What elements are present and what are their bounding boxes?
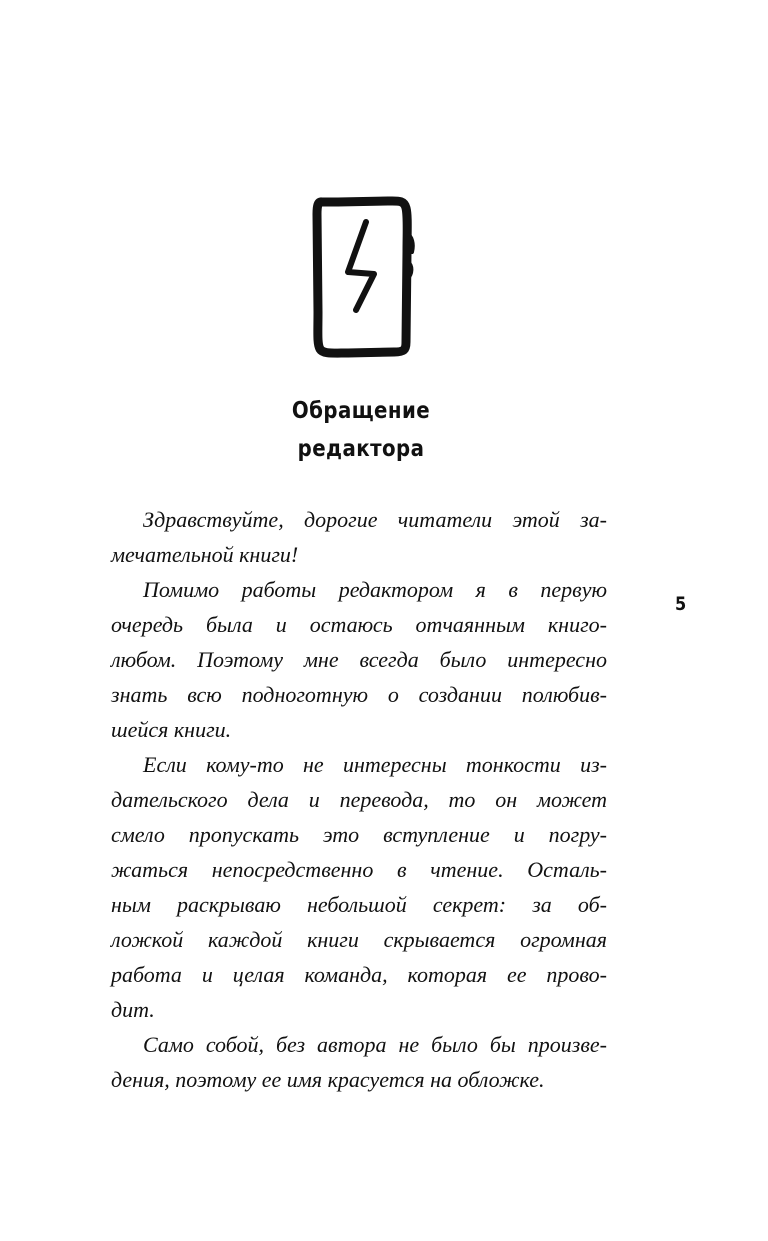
paragraph-4 xyxy=(111,1027,607,1097)
text-line: Если кому-то не интересны тонкости из- xyxy=(143,752,607,777)
text-line: смело пропускать это вступление и погру- xyxy=(111,822,607,847)
text-line: дения, поэтому ее имя красуется на обложке. xyxy=(111,1067,545,1092)
page-title xyxy=(51,392,672,468)
text-line: очередь была и остаюсь отчаянным книго- xyxy=(111,612,607,637)
text-line: ложкой каждой книги скрывается огромная xyxy=(111,927,607,952)
text-line: Помимо работы редактором я в первую xyxy=(143,577,607,602)
text-line: Здравствуйте, дорогие читатели этой за- xyxy=(143,507,607,532)
page-number: 5 xyxy=(674,593,687,615)
text-line: мечательной книги! xyxy=(111,542,299,567)
text-line: ным раскрываю небольшой секрет: за об- xyxy=(111,892,607,917)
text-line: любом. Поэтому мне всегда было интересно xyxy=(111,647,607,672)
text-line: работа и целая команда, которая ее прово- xyxy=(111,962,607,987)
body-text xyxy=(111,502,607,1097)
text-line: жаться непосредственно в чтение. Осталь- xyxy=(111,857,607,882)
text-line: дит. xyxy=(111,997,155,1022)
title-line-2: редактора xyxy=(297,436,425,462)
paragraph-2 xyxy=(111,572,607,747)
text-line: Само собой, без автора не было бы произве- xyxy=(143,1032,607,1057)
text-line: шейся книги. xyxy=(111,717,232,742)
text-line: дательского дела и перевода, то он может xyxy=(111,787,607,812)
paragraph-1 xyxy=(111,502,607,572)
title-line-1: Обращение xyxy=(291,398,431,424)
text-line: знать всю подноготную о создании полюбив- xyxy=(111,682,607,707)
lightning-rune-icon xyxy=(308,192,426,362)
paragraph-3 xyxy=(111,747,607,1027)
